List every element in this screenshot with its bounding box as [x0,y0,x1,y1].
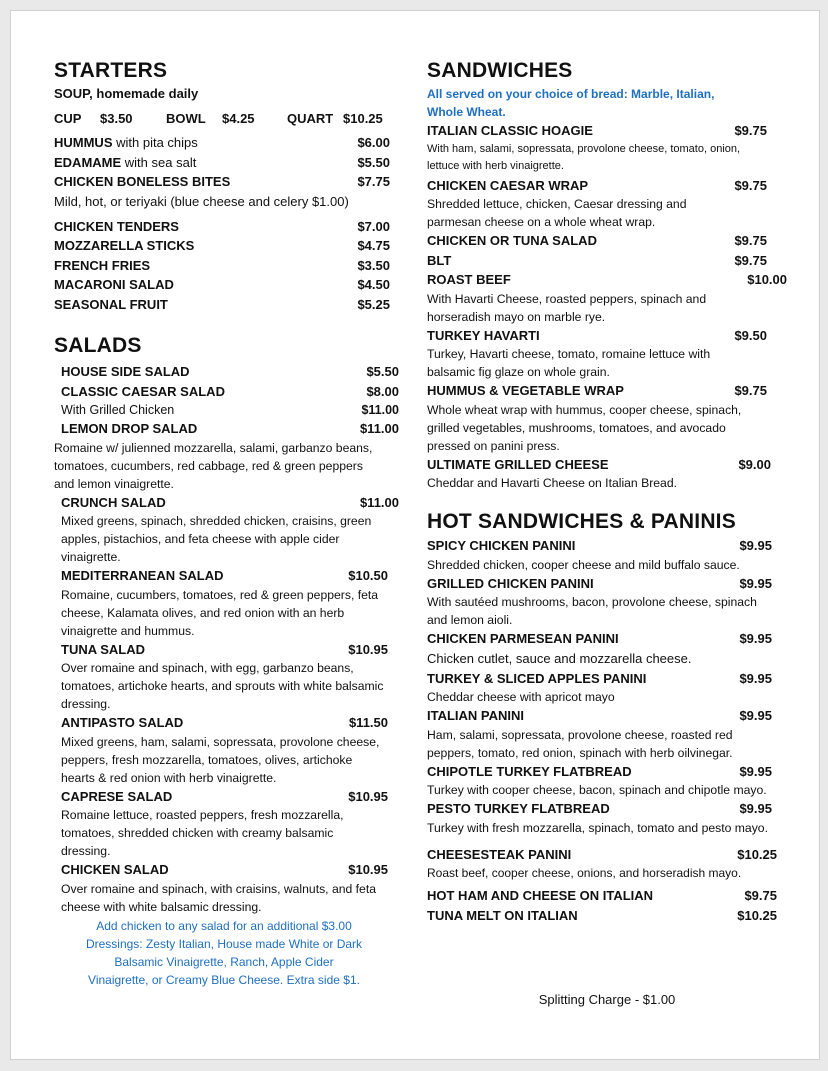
cup-price: $3.50 [100,111,133,126]
item-price: $5.50 [366,364,399,379]
sandwich-desc: Whole wheat wrap with hummus, cooper cheese, spinach, grilled vegetables, mushrooms, tomatoes, and avocado pressed on panini press. [427,402,742,453]
edamame-item [54,153,390,173]
hot-item [427,629,772,649]
item-name: SEASONAL FRUIT [54,296,168,312]
bites-item [54,172,390,192]
item-price: $11.00 [359,421,399,436]
right-column [427,59,787,925]
cup-label: CUP [54,111,82,126]
salad-desc: Mixed greens, ham, salami, sopressata, provolone cheese, peppers, fresh mozzarella, tomatoes, olives, artichoke hearts & red onion with herb vinaigrette. [61,734,380,785]
hummus-desc: with pita chips [112,135,198,150]
sandwich-item [427,121,767,141]
item-price: $11.00 [361,403,399,417]
item-name: HOUSE SIDE SALAD [61,364,190,379]
item-name: GRILLED CHICKEN PANINI [427,575,594,591]
sandwich-desc: Cheddar and Havarti Cheese on Italian Bread. [427,476,677,490]
sandwiches-heading: SANDWICHES [427,59,573,82]
item-name: HUMMUS & VEGETABLE WRAP [427,383,624,398]
splitting-charge: Splitting Charge - $1.00 [538,992,676,1007]
quart-price: $10.25 [343,111,383,126]
item-price: $9.50 [734,327,767,343]
item-name: ULTIMATE GRILLED CHEESE [427,456,609,472]
salad-item [61,419,399,439]
starter-item [54,217,390,237]
item-name: CHICKEN TENDERS [54,218,179,234]
item-name: TURKEY & SLICED APPLES PANINI [427,670,647,686]
hot-desc: Ham, salami, sopressata, provolone cheese, roasted red peppers, tomato, red onion, spinach with herb oilvinegar. [427,727,733,760]
item-name: ROAST BEEF [427,272,511,287]
sandwich-item [427,455,771,475]
bread-note: All served on your choice of bread: Marble, Italian, Whole Wheat. [427,87,715,119]
dressings-note: Balsamic Vinaigrette, Ranch, Apple Cider [114,954,334,969]
hot-desc: Turkey with fresh mozzarella, spinach, tomato and pesto mayo. [427,820,768,835]
item-price: $10.95 [348,788,388,804]
bites-desc: Mild, hot, or teriyaki (blue cheese and celery $1.00) [54,193,349,209]
item-price: $10.25 [737,907,777,923]
edamame-price: $5.50 [357,154,390,170]
item-name: PESTO TURKEY FLATBREAD [427,801,610,816]
salad-item [61,493,399,513]
item-price: $9.95 [739,631,772,646]
starter-item [54,236,390,256]
salad-item [61,640,388,660]
hot-item [427,906,777,926]
sandwich-item [427,176,767,196]
item-price: $9.75 [744,888,777,903]
item-name: ANTIPASTO SALAD [61,715,184,730]
item-price: $5.25 [357,296,390,312]
sandwich-desc: With ham, salami, sopressata, provolone cheese, tomato, onion, lettuce with herb vinaigrette. [427,142,741,172]
salad-item [61,566,388,586]
item-price: $4.50 [357,277,390,292]
soup-line: SOUP, homemade daily [54,86,199,101]
sandwich-item [427,231,767,251]
sandwich-desc: Shredded lettuce, chicken, Caesar dressing and parmesan cheese on a whole wheat wrap. [427,197,687,229]
edamame-desc: with sea salt [121,154,197,170]
item-price: $9.95 [739,763,772,779]
salad-item [61,787,388,807]
item-price: $4.75 [357,238,390,253]
item-name: TUNA SALAD [61,641,146,657]
edamame-name: EDAMAME [54,154,122,170]
item-name: ITALIAN PANINI [427,708,525,723]
item-name: MACARONI SALAD [54,277,174,292]
bowl-label: BOWL [166,111,206,126]
salads-list [54,362,399,439]
hot-item [427,886,777,906]
item-price: $9.95 [739,538,772,553]
item-name: ITALIAN CLASSIC HOAGIE [427,123,593,138]
salad-desc: Over romaine and spinach, with egg, garbanzo beans, tomatoes, artichoke hearts, and sprouts with white balsamic dressing. [61,661,384,711]
sandwich-item [427,251,767,271]
salad-addon [61,401,399,419]
salad-desc: Over romaine and spinach, with craisins, walnuts, and feta cheese with white balsamic dressing. [61,881,377,914]
starter-item [54,256,390,276]
salad-desc: Romaine w/ julienned mozzarella, salami, garbanzo beans, tomatoes, cucumbers, red cabbage, red & green peppers and lemon vinaigrette. [54,440,373,491]
hummus-item [54,133,390,153]
item-name: CRUNCH SALAD [61,494,166,510]
item-name: TURKEY HAVARTI [427,327,540,343]
item-name: CHICKEN CAESAR WRAP [427,177,589,193]
item-name: CHICKEN OR TUNA SALAD [427,233,597,248]
item-name: CHEESESTEAK PANINI [427,846,572,862]
bites-price: $7.75 [357,174,390,189]
hot-heading: HOT SANDWICHES & PANINIS [427,510,736,533]
hot-item [427,845,777,865]
salad-item [61,713,388,733]
hummus-price: $6.00 [357,135,390,150]
item-price: $9.75 [734,177,767,193]
hot-desc: With sautéed mushrooms, bacon, provolone cheese, spinach and lemon aioli. [427,595,757,627]
salad-item [61,382,399,402]
hummus-name: HUMMUS [54,135,113,150]
hot-item [427,574,772,594]
bowl-price: $4.25 [222,111,255,126]
starter-item [54,295,390,315]
hot-desc: Turkey with cooper cheese, bacon, spinach and chipotle mayo. [427,783,767,797]
item-name: CAPRESE SALAD [61,788,173,804]
dressings-note: Vinaigrette, or Creamy Blue Cheese. Extra side $1. [88,972,360,987]
item-price: $9.95 [739,670,772,686]
item-name: FRENCH FRIES [54,257,151,273]
salad-item [61,362,399,382]
salad-desc: Romaine, cucumbers, tomatoes, red & green peppers, feta cheese, Kalamata olives, and red onion with an herb vinaigrette and hummus. [61,587,379,638]
item-name: CHICKEN PARMESEAN PANINI [427,631,619,646]
item-price: $7.00 [357,218,390,234]
hot-desc: Chicken cutlet, sauce and mozzarella cheese. [427,650,692,666]
item-name: HOT HAM AND CHEESE ON ITALIAN [427,888,654,903]
sandwich-desc: With Havarti Cheese, roasted peppers, spinach and horseradish mayo on marble rye. [427,291,707,324]
item-price: $9.75 [734,252,767,268]
salads-heading: SALADS [54,334,142,357]
hot-item [427,536,772,556]
sandwich-item [427,381,767,401]
item-price: $11.00 [359,494,399,510]
item-price: $9.75 [734,383,767,398]
item-price: $10.95 [348,641,388,657]
item-name: CHICKEN SALAD [61,862,169,877]
hot-desc: Cheddar cheese with apricot mayo [427,690,615,704]
item-name: LEMON DROP SALAD [61,421,198,436]
item-price: $9.95 [739,801,772,816]
item-price: $9.95 [739,708,772,723]
salads-list [54,493,399,916]
hot-desc: Roast beef, cooper cheese, onions, and horseradish mayo. [427,866,742,880]
salad-item [61,860,388,880]
item-price: $10.50 [348,568,388,583]
item-price: $10.95 [348,862,388,877]
item-price: $3.50 [357,257,390,273]
sandwich-item [427,326,767,346]
item-name: CLASSIC CAESAR SALAD [61,383,225,399]
item-name: MEDITERRANEAN SALAD [61,568,224,583]
dressings-note: Dressings: Zesty Italian, House made White or Dark [85,936,363,951]
item-name: BLT [427,252,452,268]
item-name: TUNA MELT ON ITALIAN [427,907,578,923]
hot-item [427,799,772,819]
salad-desc: Mixed greens, spinach, shredded chicken, craisins, green apples, pistachios, and feta cheese with apple cider vinaigrette. [61,514,372,564]
salad-note [54,917,394,989]
item-price: $9.95 [739,575,772,591]
starter-item [54,275,390,295]
item-price: $11.50 [348,715,388,730]
item-price: $9.75 [734,123,767,138]
item-name: SPICY CHICKEN PANINI [427,538,576,553]
add-chicken-note: Add chicken to any salad for an additional $3.00 [96,918,352,933]
item-name: With Grilled Chicken [61,403,175,417]
starters-heading: STARTERS [54,59,168,82]
hot-item [427,669,772,689]
item-price: $9.75 [734,233,767,248]
hot-desc: Shredded chicken, cooper cheese and mild buffalo sauce. [427,557,740,572]
sandwich-desc: Turkey, Havarti cheese, tomato, romaine lettuce with balsamic fig glaze on whole grain. [427,347,711,379]
item-price: $8.00 [366,383,399,399]
left-column [54,59,399,989]
menu-page [10,10,820,1060]
sandwich-item [427,270,787,290]
salad-desc: Romaine lettuce, roasted peppers, fresh mozzarella, tomatoes, shredded chicken with creamy balsamic dressing. [61,808,344,858]
item-price: $10.25 [737,846,777,862]
quart-label: QUART [287,111,334,126]
item-price: $10.00 [747,272,787,287]
bites-name: CHICKEN BONELESS BITES [54,174,231,189]
item-price: $9.00 [738,456,771,472]
hot-item [427,762,772,782]
item-name: MOZZARELLA STICKS [54,238,195,253]
soup-sizes [54,109,399,129]
item-name: CHIPOTLE TURKEY FLATBREAD [427,763,632,779]
hot-item [427,706,772,726]
